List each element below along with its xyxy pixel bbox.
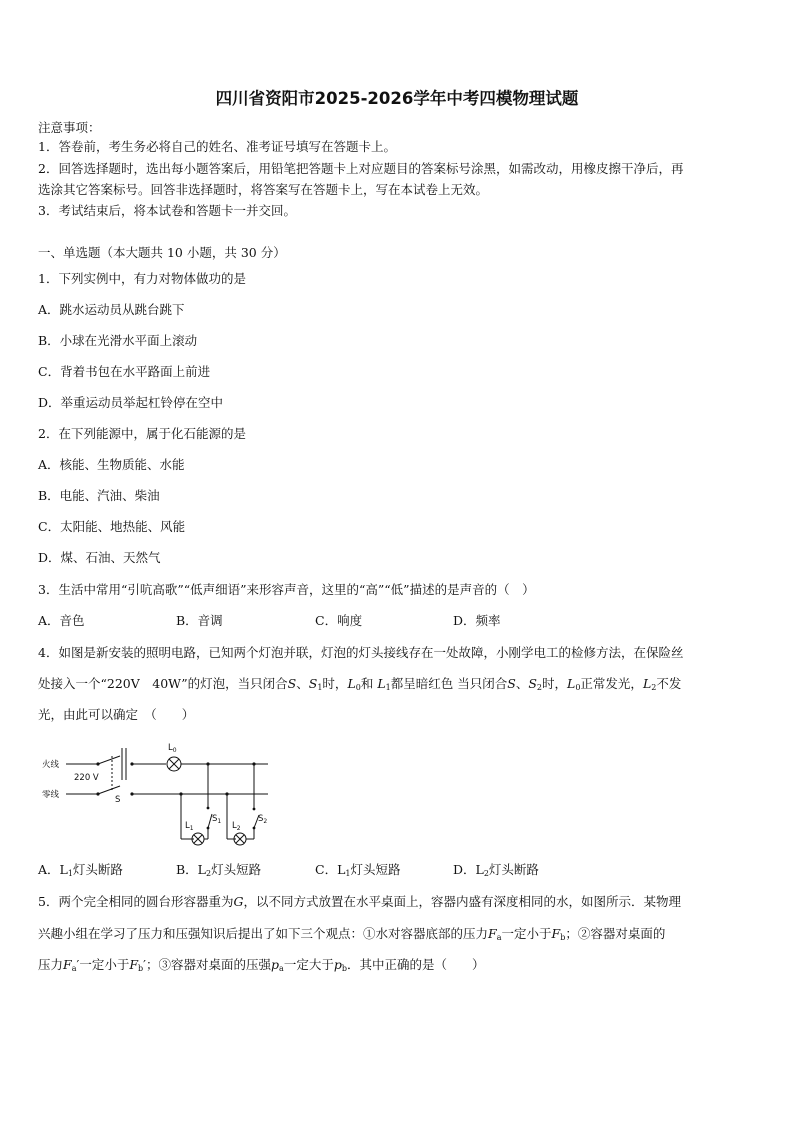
- q4-line-3: 光，由此可以确定 （ ）: [38, 707, 195, 722]
- switch-blade-top: [98, 756, 120, 764]
- notice-item-3: 3．考试结束后，将本试卷和答题卡一并交回。: [38, 203, 296, 218]
- q5-line-1: 5．两个完全相同的圆台形容器重为G，以不同方式放置在水平桌面上，容器内盛有深度相同的水，如图所示．某物理: [38, 894, 681, 909]
- section-heading: 一、单选题（本大题共 10 小题，共 30 分）: [38, 245, 286, 260]
- q1-option-a: A．跳水运动员从跳台跳下: [38, 302, 185, 317]
- q2-option-d: D．煤、石油、天然气: [38, 550, 161, 565]
- q2-option-c: C．太阳能、地热能、风能: [38, 519, 186, 534]
- q2-stem: 2．在下列能源中，属于化石能源的是: [38, 426, 246, 441]
- switch-s-label: S: [115, 795, 121, 805]
- switch-s1-label: $S_1$: [212, 814, 222, 825]
- q4-option-c: C．$L_1$灯头短路: [315, 862, 401, 878]
- q3-option-d: D．频率: [453, 613, 501, 628]
- q1-option-b: B．小球在光滑水平面上滚动: [38, 333, 198, 348]
- q3-option-c: C．响度: [315, 613, 363, 628]
- notice-item-1: 1．答卷前，考生务必将自己的姓名、准考证号填写在答题卡上。: [38, 139, 396, 154]
- live-wire-label: 火线: [42, 760, 60, 770]
- notice-heading: 注意事项：: [38, 120, 101, 135]
- lamp-l0-label: $L_0$: [168, 743, 177, 754]
- lamp-l2-label: $L_2$: [232, 821, 241, 832]
- notice-item-2-cont: 选涂其它答案标号。回答非选择题时，将答案写在答题卡上，写在本试卷上无效。: [38, 182, 489, 197]
- q1-option-d: D．举重运动员举起杠铃停在空中: [38, 395, 224, 410]
- q3-stem: 3．生活中常用“引吭高歌”“低声细语”来形容声音，这里的“高”“低”描述的是声音的（ ）: [38, 582, 535, 597]
- q4-option-b: B．$L_2$灯头短路: [176, 862, 262, 878]
- circuit-diagram: [40, 736, 280, 848]
- q4-line-2: 处接入一个“220V 40W”的灯泡，当只闭合S、$S_1$时，$L_0$和 $L_1$都呈暗红色 当只闭合S、$S_2$时，$L_0$正常发光，$L_2$不发: [38, 676, 682, 692]
- q5-line-3: 压力$F_a'$一定小于$F_b'$；③容器对桌面的压强$p_a$一定大于$p_b$．其中正确的是（ ）: [38, 957, 485, 973]
- q5-line-2: 兴趣小组在学习了压力和压强知识后提出了如下三个观点：①水对容器底部的压力$F_a$一定小于$F_b$；②容器对桌面的: [38, 926, 666, 942]
- page-title: 四川省资阳市2025-2026学年中考四模物理试题: [215, 89, 579, 108]
- lamp-l1-label: $L_1$: [185, 821, 194, 832]
- q4-option-a: A．$L_1$灯头断路: [38, 862, 123, 878]
- neutral-wire-label: 零线: [42, 790, 60, 800]
- switch-blade-bottom: [98, 786, 120, 794]
- q4-line-1: 4．如图是新安装的照明电路，已知两个灯泡并联，灯泡的灯头接线存在一处故障，小刚学电工的检修方法，在保险丝: [38, 645, 684, 660]
- q1-option-c: C．背着书包在水平路面上前进: [38, 364, 211, 379]
- q3-option-a: A．音色: [38, 613, 85, 628]
- q1-stem: 1．下列实例中，有力对物体做功的是: [38, 271, 246, 286]
- q2-option-b: B．电能、汽油、柴油: [38, 488, 160, 503]
- switch-s2-label: $S_2$: [258, 814, 268, 825]
- notice-item-2: 2．回答选择题时，选出每小题答案后，用铅笔把答题卡上对应题目的答案标号涂黑，如需改动，用橡皮擦干净后，再: [38, 161, 684, 176]
- voltage-label: 220 V: [74, 773, 99, 783]
- q4-option-d: D．$L_2$灯头断路: [453, 862, 539, 878]
- q3-option-b: B．音调: [176, 613, 223, 628]
- q2-option-a: A．核能、生物质能、水能: [38, 457, 185, 472]
